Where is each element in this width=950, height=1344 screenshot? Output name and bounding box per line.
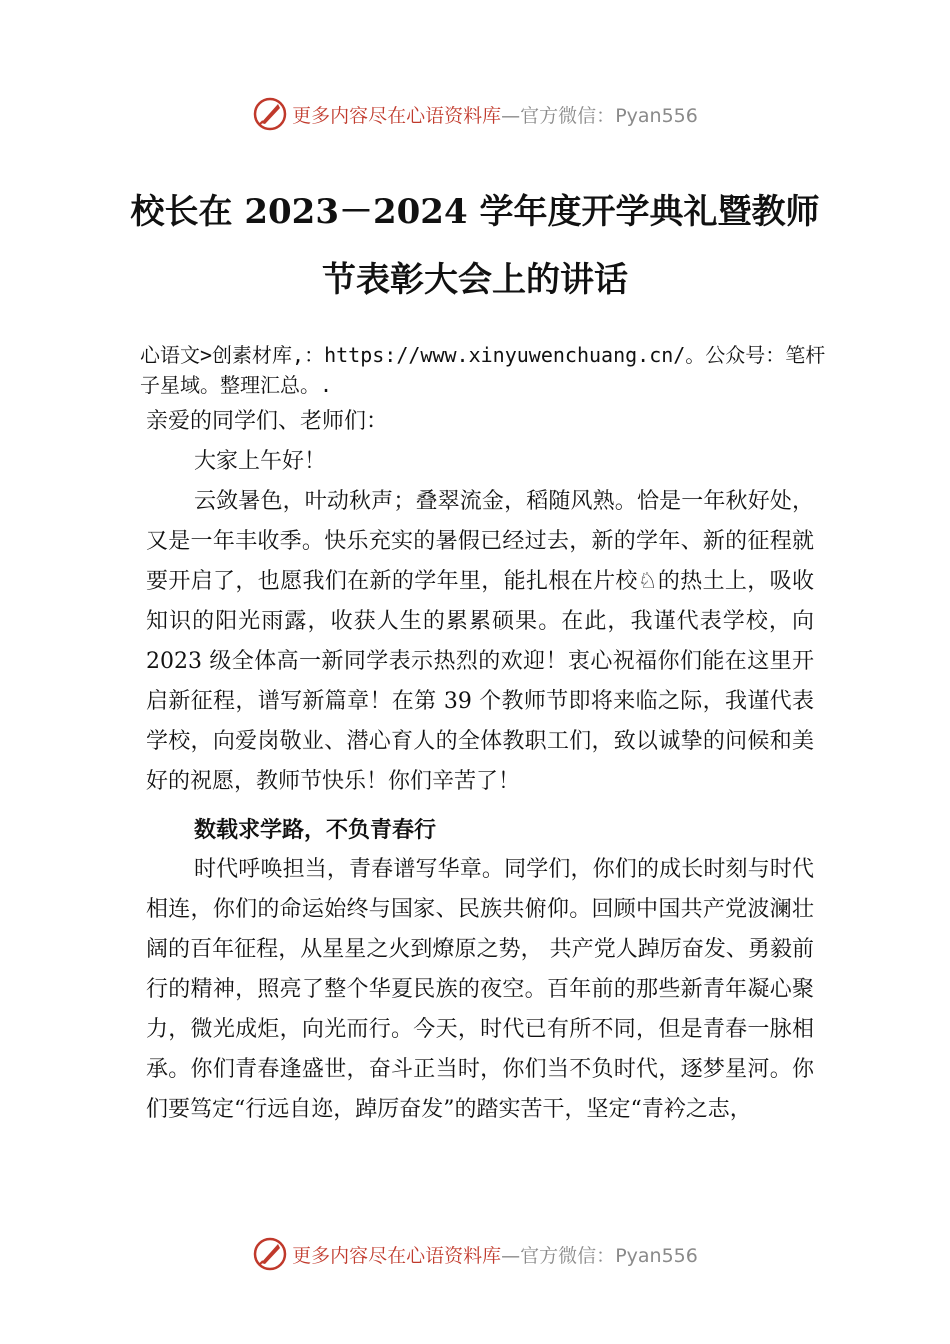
greeting: 大家上午好！ (194, 449, 327, 474)
footer-banner (0, 1232, 950, 1276)
banner-text: 更多内容尽在心语资料库—官方微信：Pyan556 (292, 1244, 698, 1267)
section-heading: 数载求学路，不负青春行 (194, 818, 437, 843)
source-note: 心语文>创素材库,：https://www.xinyuwenchuang.cn/。公众号：笔杆子星域。整理汇总。. (140, 343, 826, 397)
banner-text: 更多内容尽在心语资料库—官方微信：Pyan556 (292, 104, 698, 127)
paragraph-1: 云敛暑色，叶动秋声；叠翠流金，稻随风熟。恰是一年秋好处，又是一年丰收季。快乐充实的暑假已经过去，新的学年、新的征程就要开启了，也愿我们在新的学年里，能扎根在片校♘的热土上，吸收知识的阳光雨露，收获人生的累累硕果。在此，我谨代表学校，向 2023 级全体高一新同学表示热烈的欢迎！衷心祝福你们能在这里开启新征程，谱写新篇章！在第 39 个教师节即将来临之际，我谨代表学校，向爱岗敬业、潜心育人的全体教职工们，致以诚挚的问候和美好的祝愿，教师节快乐！你们辛苦了！ (146, 489, 814, 794)
header-banner (0, 92, 950, 136)
title-line-1: 校长在 2023－2024 学年度开学典礼暨教师 (130, 192, 820, 232)
paragraph-2: 时代呼唤担当，青春谱写华章。同学们，你们的成长时刻与时代相连，你们的命运始终与国家、民族共俯仰。回顾中国共产党波澜壮阔的百年征程，从星星之火到燎原之势， 共产党人踔厉奋发、勇毅前行的精神，照亮了整个华夏民族的夜空。百年前的那些新青年凝心聚力，微光成炬，向光而行。今天，时代已有所不同，但是青春一脉相承。你们青春逢盛世，奋斗正当时，你们当不负时代，逐梦星河。你们要笃定“行远自迩，踔厉奋发”的踏实苦干，坚定“青衿之志， (146, 857, 814, 1122)
title-line-2: 节表彰大会上的讲话 (322, 260, 628, 300)
quill-logo-icon (252, 1236, 288, 1272)
document-body (146, 402, 814, 1130)
document-title (100, 178, 850, 314)
salutation: 亲爱的同学们、老师们： (146, 409, 389, 434)
quill-logo-icon (252, 96, 288, 132)
